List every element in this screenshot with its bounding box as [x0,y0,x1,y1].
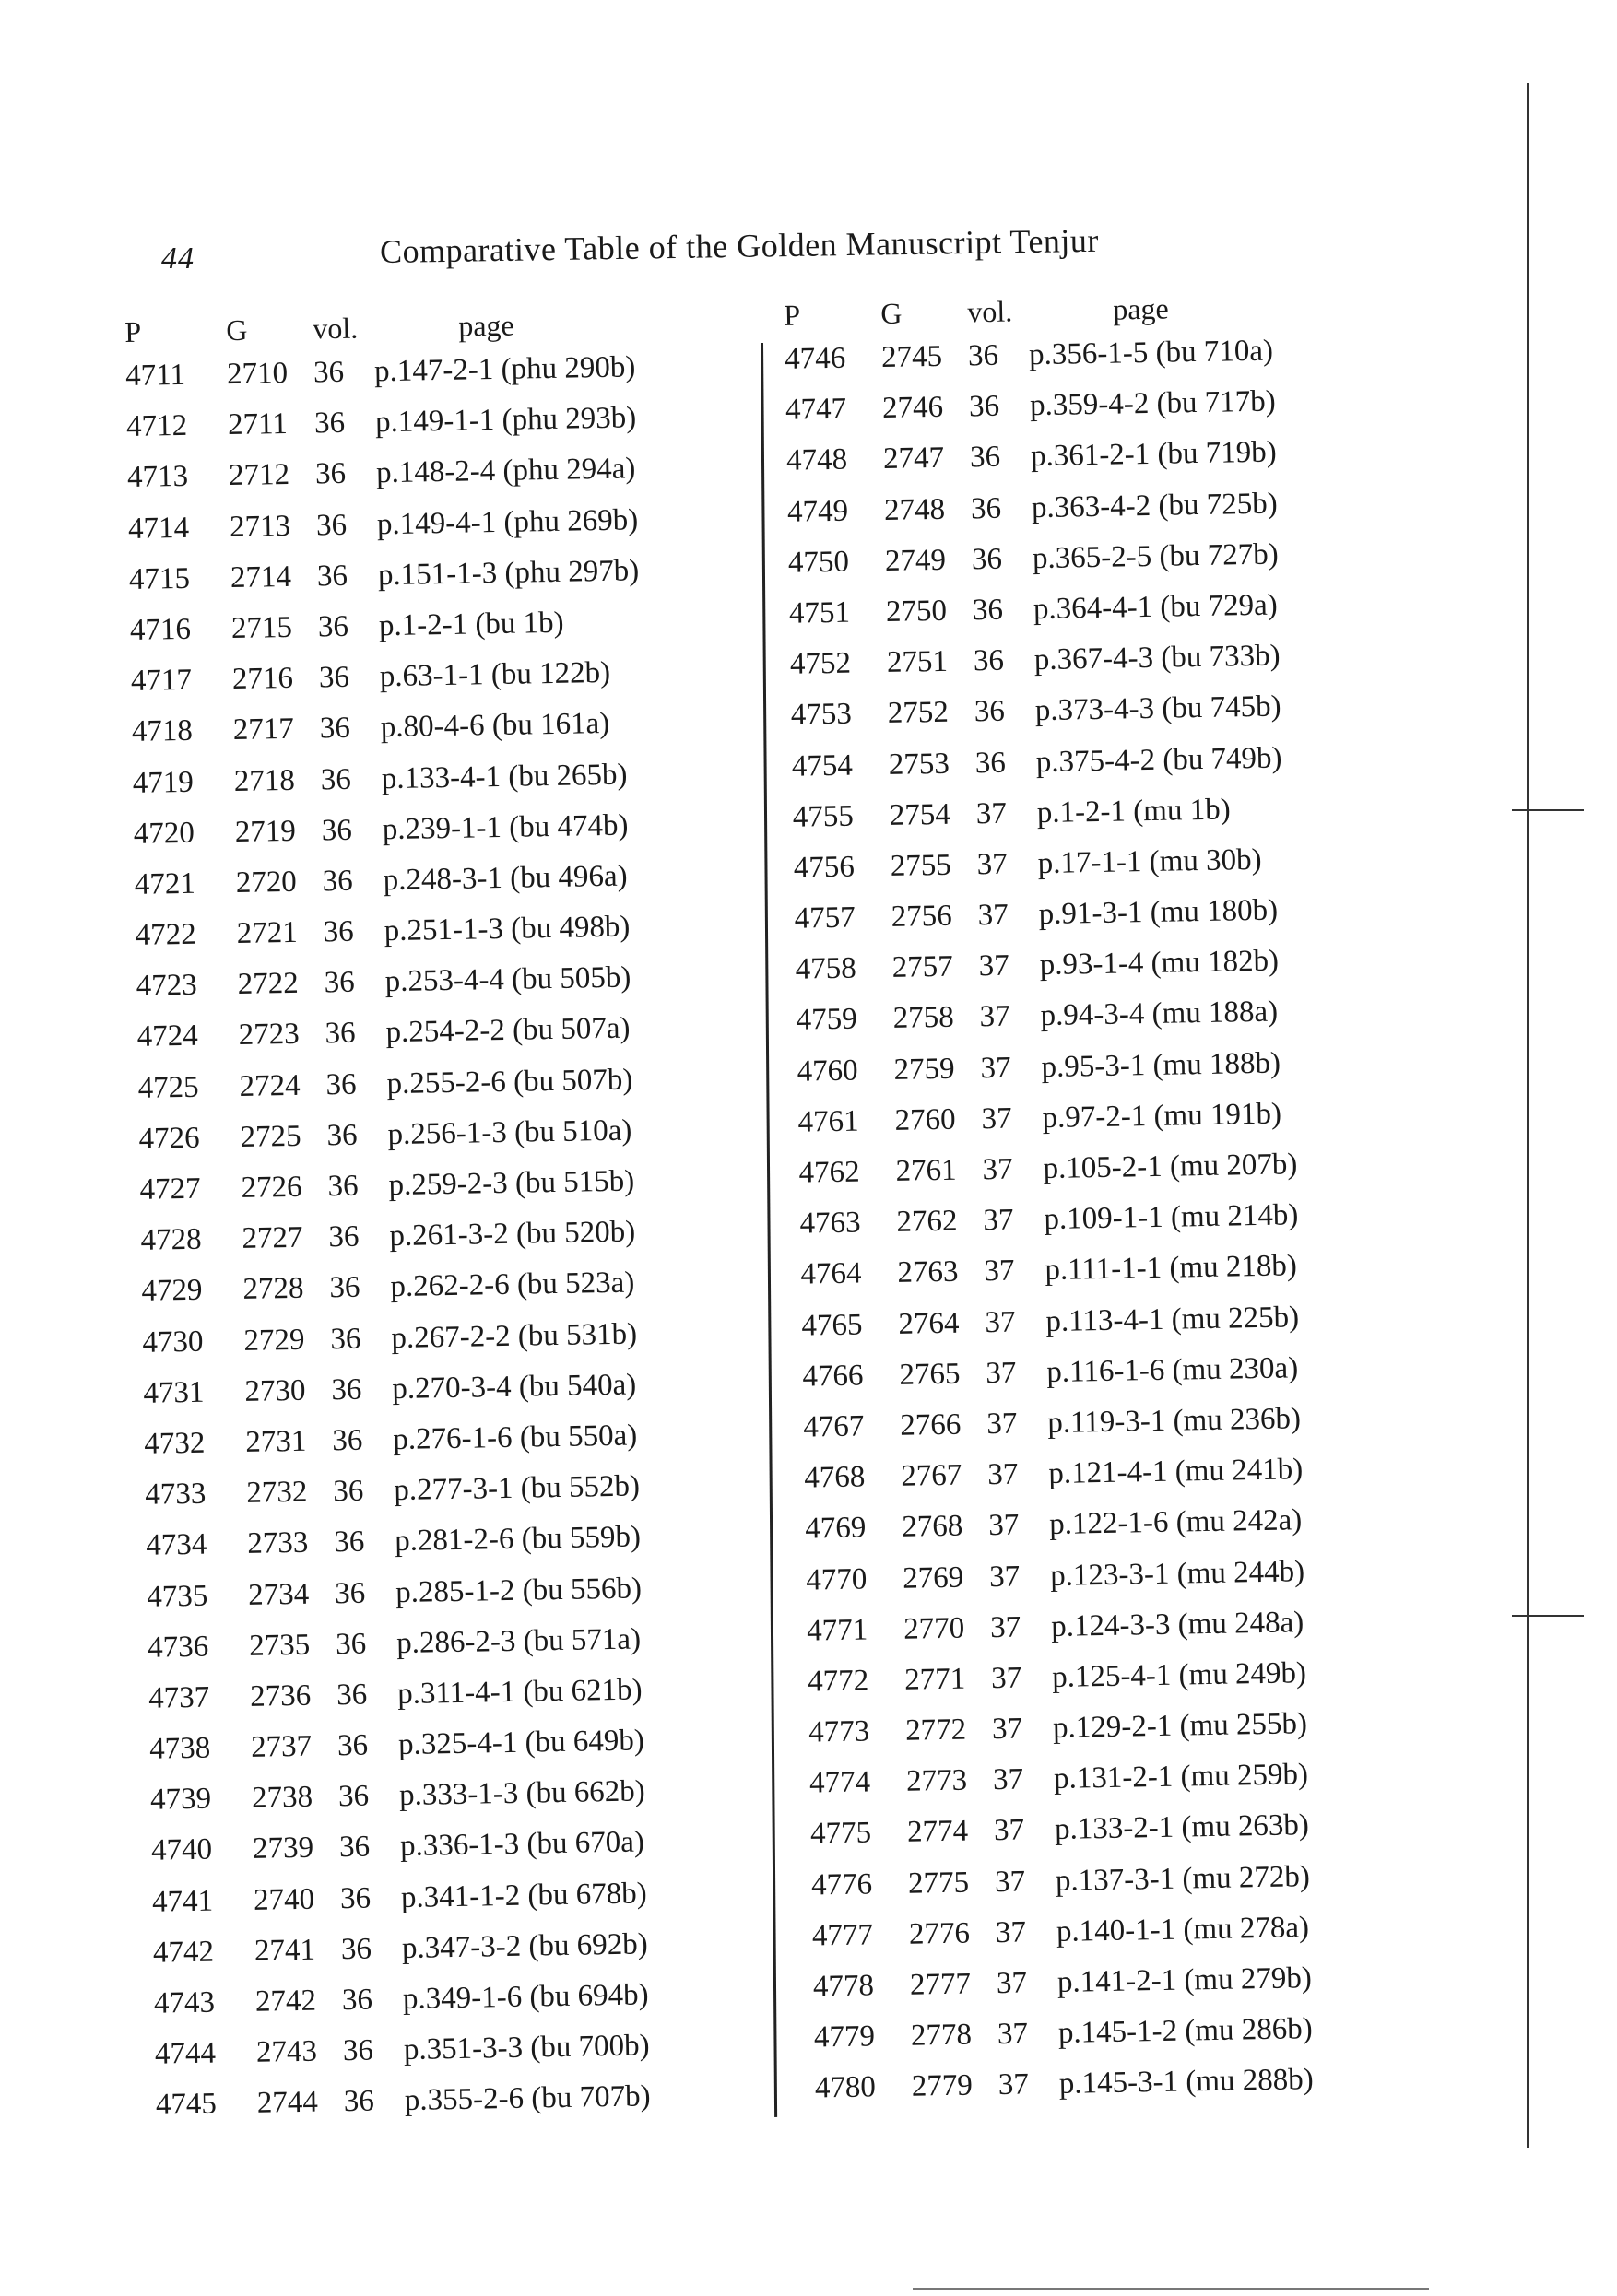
cell-g: 2717 [232,712,295,748]
cell-page: p.105-2-1 (mu 207b) [1043,1148,1298,1186]
cell-page: p.125-4-1 (mu 249b) [1051,1656,1307,1694]
cell-g: 2776 [908,1916,971,1951]
cell-p: 4757 [794,901,856,936]
cell-g: 2714 [230,559,292,595]
cell-vol: 36 [325,1067,357,1101]
cell-g: 2711 [227,407,289,442]
cell-g: 2749 [884,543,947,578]
cell-p: 4736 [147,1630,209,1665]
cell-page: p.361-2-1 (bu 719b) [1030,435,1278,474]
cell-page: p.347-3-2 (bu 692b) [401,1927,648,1965]
cell-page: p.281-2-6 (bu 559b) [394,1520,642,1559]
column-header-vol: vol. [312,311,359,346]
cell-vol: 36 [343,2084,375,2119]
scan-edge-line [1527,83,1529,2148]
cell-g: 2765 [899,1357,961,1392]
cell-g: 2767 [901,1458,962,1493]
cell-p: 4712 [125,409,188,444]
cell-page: p.145-3-1 (mu 288b) [1058,2063,1315,2102]
cell-p: 4721 [134,866,196,901]
cell-g: 2778 [910,2018,973,2053]
cell-vol: 36 [336,1678,368,1713]
cell-p: 4723 [136,968,198,1004]
cell-g: 2750 [885,594,948,629]
cell-vol: 36 [332,1423,363,1458]
cell-g: 2773 [905,1763,968,1798]
cell-vol: 37 [977,898,1009,933]
cell-vol: 36 [323,914,355,949]
cell-vol: 37 [996,1966,1028,2001]
cell-g: 2768 [901,1509,963,1545]
cell-page: p.363-4-2 (bu 725b) [1031,487,1278,524]
cell-g: 2751 [886,644,949,680]
cell-page: p.251-1-3 (bu 498b) [384,910,631,948]
column-header-g: G [879,296,903,330]
table-row [806,2061,1452,2123]
cell-page: p.149-4-1 (phu 269b) [376,502,639,541]
cell-p: 4720 [133,816,195,851]
cell-g: 2745 [880,339,943,374]
cell-p: 4722 [135,917,197,952]
cell-g: 2739 [252,1831,314,1866]
cell-page: p.133-4-1 (bu 265b) [381,758,628,795]
cell-g: 2744 [256,2086,319,2121]
cell-g: 2728 [242,1272,304,1307]
scan-edge-tick [1512,1615,1584,1617]
cell-g: 2718 [233,763,296,798]
cell-g: 2712 [228,458,290,493]
cell-g: 2774 [906,1815,969,1850]
cell-p: 4753 [790,697,853,733]
cell-p: 4761 [797,1104,859,1139]
cell-g: 2766 [900,1407,962,1442]
cell-vol: 36 [336,1728,369,1763]
column-header-page: page [1112,291,1169,326]
cell-p: 4714 [127,511,190,546]
cell-vol: 36 [319,712,351,746]
cell-vol: 36 [342,2033,374,2068]
cell-vol: 36 [974,695,1006,729]
cell-p: 4713 [126,460,189,495]
cell-g: 2722 [237,967,299,1002]
cell-g: 2764 [898,1306,960,1341]
cell-g: 2724 [239,1068,301,1103]
cell-page: p.111-1-1 (mu 218b) [1045,1249,1298,1288]
cell-vol: 36 [974,746,1007,780]
cell-p: 4734 [145,1527,207,1563]
cell-p: 4735 [146,1579,208,1614]
cell-vol: 36 [314,457,347,491]
cell-p: 4743 [153,1985,216,2020]
cell-p: 4727 [139,1172,201,1207]
cell-page: p.93-1-4 (mu 182b) [1039,944,1280,983]
cell-p: 4718 [131,714,194,749]
cell-vol: 37 [984,1254,1015,1289]
cell-page: p.1-2-1 (bu 1b) [378,606,564,643]
cell-p: 4759 [796,1002,857,1038]
column-header-g: G [225,312,248,347]
cell-p: 4778 [812,1969,875,2004]
cell-p: 4758 [795,951,857,986]
cell-p: 4726 [138,1121,200,1156]
cell-vol: 36 [318,660,350,695]
column-header-page: page [457,308,514,343]
cell-g: 2719 [234,814,297,849]
cell-page: p.1-2-1 (mu 1b) [1036,793,1231,830]
cell-g: 2737 [250,1729,313,1764]
cell-vol: 36 [338,1831,371,1865]
cell-page: p.140-1-1 (mu 278a) [1056,1910,1310,1949]
cell-vol: 36 [324,966,355,1000]
cell-vol: 36 [967,338,999,373]
cell-g: 2752 [887,696,950,731]
cell-page: p.149-1-1 (phu 293b) [374,401,637,440]
cell-vol: 37 [980,1051,1011,1085]
cell-g: 2763 [897,1255,959,1290]
cell-p: 4760 [797,1054,858,1089]
cell-p: 4774 [808,1765,871,1800]
cell-g: 2762 [896,1204,958,1240]
cell-vol: 37 [989,1610,1021,1644]
cell-page: p.311-4-1 (bu 621b) [396,1673,643,1711]
cell-p: 4740 [150,1833,213,1868]
cell-p: 4750 [787,545,850,580]
cell-g: 2741 [254,1933,316,1968]
cell-p: 4770 [805,1561,868,1597]
cell-g: 2755 [890,848,952,883]
cell-vol: 37 [975,796,1008,830]
cell-vol: 36 [968,389,1000,424]
cell-page: p.253-4-4 (bu 505b) [384,960,631,999]
cell-vol: 37 [983,1203,1014,1238]
cell-p: 4744 [154,2036,217,2071]
cell-vol: 36 [970,491,1002,525]
cell-vol: 36 [971,542,1003,577]
cell-p: 4754 [791,748,854,783]
cell-g: 2715 [230,610,293,645]
cell-vol: 36 [315,508,348,542]
cell-g: 2779 [911,2068,974,2104]
cell-page: p.80-4-6 (bu 161a) [380,707,610,745]
cell-page: p.122-1-6 (mu 242a) [1048,1503,1303,1542]
cell-p: 4771 [806,1613,868,1648]
cell-p: 4752 [789,646,852,681]
cell-page: p.148-2-4 (phu 294a) [375,452,636,490]
cell-p: 4725 [137,1070,199,1105]
table-row [156,2078,802,2139]
cell-vol: 36 [322,864,354,899]
cell-page: p.261-3-2 (bu 520b) [389,1215,636,1254]
cell-page: p.341-1-2 (bu 678b) [400,1876,647,1914]
cell-page: p.124-3-3 (mu 248a) [1050,1605,1304,1643]
cell-p: 4731 [143,1375,205,1410]
cell-g: 2723 [238,1018,300,1053]
cell-g: 2732 [246,1475,308,1511]
cell-page: p.109-1-1 (mu 214b) [1044,1198,1299,1237]
cell-p: 4730 [142,1325,204,1360]
cell-vol: 37 [990,1661,1022,1695]
cell-g: 2754 [889,797,951,832]
cell-p: 4728 [140,1222,202,1258]
cell-page: p.351-3-3 (bu 700b) [403,2029,650,2067]
cell-vol: 37 [981,1101,1012,1136]
cell-p: 4739 [149,1782,212,1818]
cell-page: p.270-3-4 (bu 540a) [392,1368,637,1406]
cell-p: 4738 [148,1731,211,1766]
cell-page: p.277-3-1 (bu 552b) [393,1469,641,1508]
cell-g: 2720 [235,865,298,900]
cell-vol: 36 [337,1779,370,1814]
cell-p: 4719 [132,765,195,800]
cell-vol: 36 [969,441,1001,475]
cell-p: 4764 [800,1256,862,1292]
cell-vol: 36 [327,1169,359,1204]
cell-vol: 36 [340,1932,372,1966]
cell-page: p.259-2-3 (bu 515b) [388,1164,635,1203]
cell-page: p.267-2-2 (bu 531b) [391,1317,638,1355]
cell-page: p.375-4-2 (bu 749b) [1035,740,1282,779]
cell-page: p.255-2-6 (bu 507b) [386,1063,633,1101]
cell-vol: 37 [993,1813,1025,1848]
cell-page: p.336-1-3 (bu 670a) [399,1825,645,1864]
cell-vol: 36 [331,1372,362,1407]
cell-p: 4755 [792,799,855,834]
cell-g: 2771 [903,1662,966,1697]
cell-p: 4766 [802,1359,864,1394]
cell-vol: 37 [986,1356,1017,1390]
cell-page: p.248-3-1 (bu 496a) [383,859,628,898]
cell-g: 2710 [226,356,289,392]
cell-vol: 37 [978,948,1009,983]
cell-page: p.141-2-1 (mu 279b) [1056,1961,1313,1999]
cell-vol: 37 [987,1508,1020,1543]
cell-g: 2761 [895,1153,957,1188]
cell-page: p.333-1-3 (bu 662b) [398,1774,646,1813]
cell-page: p.123-3-1 (mu 244b) [1049,1554,1305,1593]
cell-vol: 36 [972,593,1004,628]
cell-p: 4733 [145,1477,207,1512]
cell-g: 2729 [243,1323,305,1358]
cell-vol: 36 [973,643,1005,678]
cell-page: p.364-4-1 (bu 729a) [1033,588,1279,627]
cell-page: p.116-1-6 (mu 230a) [1046,1351,1299,1389]
cell-p: 4772 [807,1664,869,1699]
cell-g: 2736 [249,1678,312,1713]
cell-page: p.262-2-6 (bu 523a) [390,1266,635,1304]
cell-vol: 36 [313,406,346,441]
cell-g: 2730 [244,1373,306,1408]
scan-edge-tick [1512,809,1584,811]
cell-g: 2748 [883,492,946,527]
cell-page: p.365-2-5 (bu 727b) [1032,537,1279,575]
cell-vol: 36 [317,609,349,644]
cell-p: 4769 [804,1511,867,1546]
cell-page: p.373-4-3 (bu 745b) [1034,689,1281,728]
cell-g: 2756 [891,899,953,934]
cell-vol: 36 [333,1525,365,1560]
cell-p: 4767 [803,1409,865,1444]
cell-g: 2760 [894,1102,956,1137]
cell-g: 2727 [242,1220,303,1256]
cell-g: 2770 [903,1611,965,1646]
cell-g: 2733 [246,1526,309,1561]
cell-page: p.276-1-6 (bu 550a) [393,1419,638,1457]
cell-p: 4762 [798,1155,860,1190]
cell-g: 2738 [251,1780,313,1816]
cell-g: 2734 [247,1577,310,1612]
cell-vol: 36 [335,1627,367,1661]
cell-vol: 36 [334,1576,366,1610]
column-header-p: P [124,314,142,348]
cell-g: 2713 [229,509,291,544]
cell-p: 4747 [785,392,847,427]
cell-page: p.119-3-1 (mu 236b) [1047,1402,1302,1440]
cell-g: 2747 [882,442,945,477]
cell-p: 4745 [155,2087,218,2123]
cell-g: 2743 [255,2034,318,2069]
cell-vol: 37 [997,2017,1029,2052]
cell-vol: 37 [994,1865,1026,1899]
cell-page: p.95-3-1 (mu 188b) [1041,1046,1281,1084]
cell-page: p.121-4-1 (mu 241b) [1047,1453,1304,1491]
cell-page: p.239-1-1 (bu 474b) [382,808,629,846]
cell-vol: 37 [982,1152,1013,1187]
cell-g: 2740 [253,1882,315,1917]
cell-p: 4711 [124,358,186,393]
cell-p: 4737 [148,1680,210,1715]
cell-vol: 36 [332,1474,364,1509]
cell-page: p.256-1-3 (bu 510a) [387,1113,632,1151]
cell-vol: 36 [316,559,348,594]
cell-vol: 37 [979,1000,1010,1034]
cell-vol: 36 [321,813,353,848]
cell-p: 4717 [130,663,193,699]
cell-page: p.129-2-1 (mu 255b) [1052,1707,1308,1746]
cell-page: p.91-3-1 (mu 180b) [1038,893,1279,932]
cell-vol: 37 [988,1560,1021,1594]
cell-g: 2758 [892,1001,954,1036]
cell-g: 2777 [909,1967,972,2002]
cell-p: 4742 [152,1935,215,1970]
cell-p: 4780 [814,2070,877,2105]
cell-vol: 37 [986,1407,1018,1442]
cell-vol: 36 [329,1271,360,1305]
cell-vol: 37 [995,1915,1027,1949]
cell-vol: 36 [325,1017,356,1051]
cell-g: 2775 [907,1866,970,1901]
cell-vol: 37 [986,1457,1019,1492]
cell-page: p.145-1-2 (mu 286b) [1057,2012,1314,2051]
cell-p: 4724 [136,1019,198,1054]
cell-page: p.151-1-3 (phu 297b) [377,554,640,592]
right-table-column [774,288,1451,2123]
cell-p: 4763 [799,1206,861,1241]
cell-g: 2769 [902,1560,964,1595]
bottom-rule [913,2288,1429,2290]
cell-vol: 36 [341,1983,373,2018]
cell-vol: 36 [328,1219,360,1254]
cell-g: 2726 [241,1170,302,1205]
left-table-column [124,304,801,2139]
cell-g: 2721 [236,915,299,951]
cell-vol: 36 [326,1118,358,1153]
cell-p: 4715 [128,561,191,596]
cell-page: p.94-3-4 (mu 188a) [1040,995,1279,1033]
cell-p: 4768 [804,1460,866,1495]
cell-page: p.325-4-1 (bu 649b) [397,1724,645,1762]
cell-page: p.113-4-1 (mu 225b) [1045,1300,1300,1338]
cell-p: 4746 [784,341,846,376]
cell-vol: 37 [991,1712,1023,1747]
cell-vol: 37 [976,847,1009,882]
cell-page: p.286-2-3 (bu 571a) [395,1622,642,1660]
cell-p: 4756 [793,850,856,885]
cell-vol: 37 [992,1762,1024,1797]
cell-page: p.359-4-2 (bu 717b) [1029,384,1277,423]
cell-page: p.147-2-1 (phu 290b) [373,350,636,389]
cell-vol: 36 [339,1881,372,1915]
cell-g: 2725 [240,1119,301,1154]
cell-page: p.349-1-6 (bu 694b) [402,1978,649,2017]
cell-p: 4775 [809,1816,872,1852]
cell-page: p.97-2-1 (mu 191b) [1042,1097,1282,1135]
column-header-vol: vol. [966,294,1013,329]
cell-p: 4749 [786,494,849,529]
cell-p: 4732 [144,1426,206,1461]
cell-p: 4741 [151,1884,214,1919]
cell-page: p.355-2-6 (bu 707b) [404,2079,651,2118]
cell-page: p.137-3-1 (mu 272b) [1055,1859,1311,1898]
cell-p: 4776 [810,1867,873,1902]
cell-g: 2772 [904,1713,967,1748]
page-title: Comparative Table of the Golden Manuscript Tenjur [379,221,1100,270]
cell-g: 2735 [248,1628,311,1663]
cell-vol: 36 [313,355,345,390]
cell-page: p.254-2-2 (bu 507a) [385,1011,631,1050]
cell-page: p.133-2-1 (mu 263b) [1054,1808,1310,1847]
cell-vol: 36 [320,762,352,796]
cell-p: 4729 [141,1274,203,1309]
cell-page: p.356-1-5 (bu 710a) [1028,334,1274,372]
cell-g: 2753 [888,747,950,782]
cell-page: p.367-4-3 (bu 733b) [1033,639,1281,677]
cell-g: 2746 [881,391,944,426]
column-header-p: P [783,298,801,332]
cell-g: 2742 [254,1984,317,2019]
cell-g: 2759 [893,1052,955,1087]
cell-page: p.285-1-2 (bu 556b) [395,1571,643,1609]
cell-page: p.131-2-1 (mu 259b) [1053,1758,1309,1796]
cell-vol: 36 [330,1322,361,1356]
cell-p: 4765 [801,1308,863,1343]
cell-vol: 37 [997,2067,1030,2102]
cell-page: p.63-1-1 (bu 122b) [379,655,611,694]
page-number: 44 [161,241,195,276]
cell-page: p.17-1-1 (mu 30b) [1037,842,1262,880]
cell-vol: 37 [985,1305,1016,1339]
cell-g: 2731 [245,1424,307,1459]
cell-p: 4777 [811,1918,874,1953]
cell-p: 4751 [788,595,851,630]
cell-p: 4716 [129,612,192,647]
cell-p: 4773 [808,1714,870,1749]
cell-g: 2757 [891,949,953,985]
cell-p: 4779 [813,2019,876,2055]
cell-p: 4748 [785,443,848,478]
cell-g: 2716 [231,661,294,697]
